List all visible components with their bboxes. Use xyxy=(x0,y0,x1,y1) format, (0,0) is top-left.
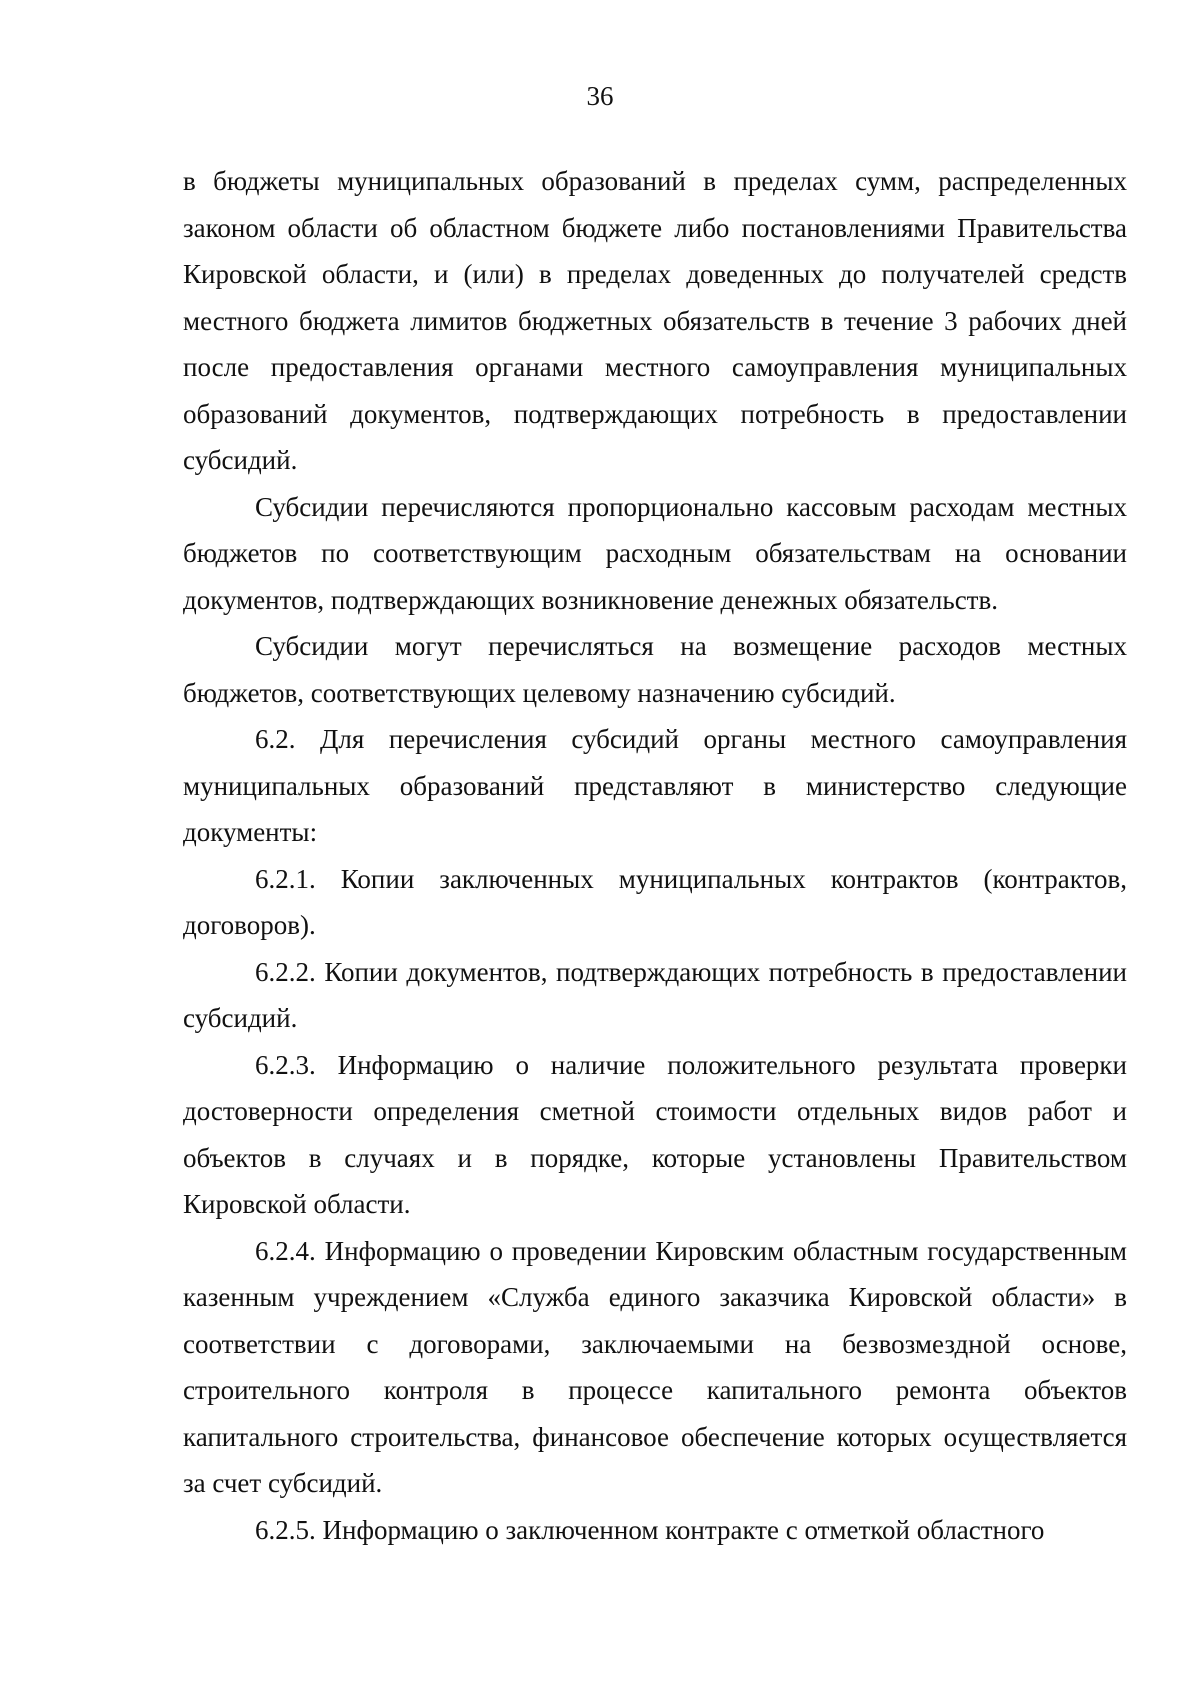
paragraph-item-6-2-3: 6.2.3. Информацию о наличие положительного результата проверки достоверности определения сметной стоимости отдельных видов работ и объектов в случаях и в порядке, которые установлены Правительством Кировской области. xyxy=(183,1049,1127,1219)
paragraph-item-6-2-2: 6.2.2. Копии документов, подтверждающих потребность в предоставлении субсидий. xyxy=(183,956,1127,1033)
paragraph-item-6-2-4: 6.2.4. Информацию о проведении Кировским областным государственным казенным учреждением «Служба единого заказчика Кировской области» в соответствии с договорами, заключаемыми на безвозмездной основе, строительного контроля в процессе капитального ремонта объектов капитального строительства, финансовое обеспечение которых осуществляется за счет субсидий. xyxy=(183,1235,1127,1498)
paragraph-subsidies-transfer: Субсидии перечисляются пропорционально кассовым расходам местных бюджетов по соответствующим расходным обязательствам на основании документов, подтверждающих возникновение денежных обязательств. xyxy=(183,491,1127,615)
page-number: 36 xyxy=(586,81,614,111)
paragraph-item-6-2: 6.2. Для перечисления субсидий органы местного самоуправления муниципальных образований представляют в министерство следующие документы: xyxy=(183,724,1127,847)
paragraph-continuation: в бюджеты муниципальных образований в пределах сумм, распределенных законом области об областном бюджете либо постановлениями Правительства Кировской области, и (или) в пределах доведенных до получателей средств местного бюджета лимитов бюджетных обязательств в течение 3 рабочих дней после предоставления органами местного самоуправления муниципальных образований документов, подтверждающих потребность в предоставлении субсидий. xyxy=(183,166,1127,475)
document-body xyxy=(183,158,1127,1553)
paragraph-item-6-2-1: 6.2.1. Копии заключенных муниципальных контрактов (контрактов, договоров). xyxy=(183,863,1127,940)
paragraph-item-6-2-5: 6.2.5. Информацию о заключенном контракте с отметкой областного xyxy=(255,1514,1045,1545)
paragraph-subsidies-reimbursement: Субсидии могут перечисляться на возмещение расходов местных бюджетов, соответствующих целевому назначению субсидий. xyxy=(183,631,1127,708)
